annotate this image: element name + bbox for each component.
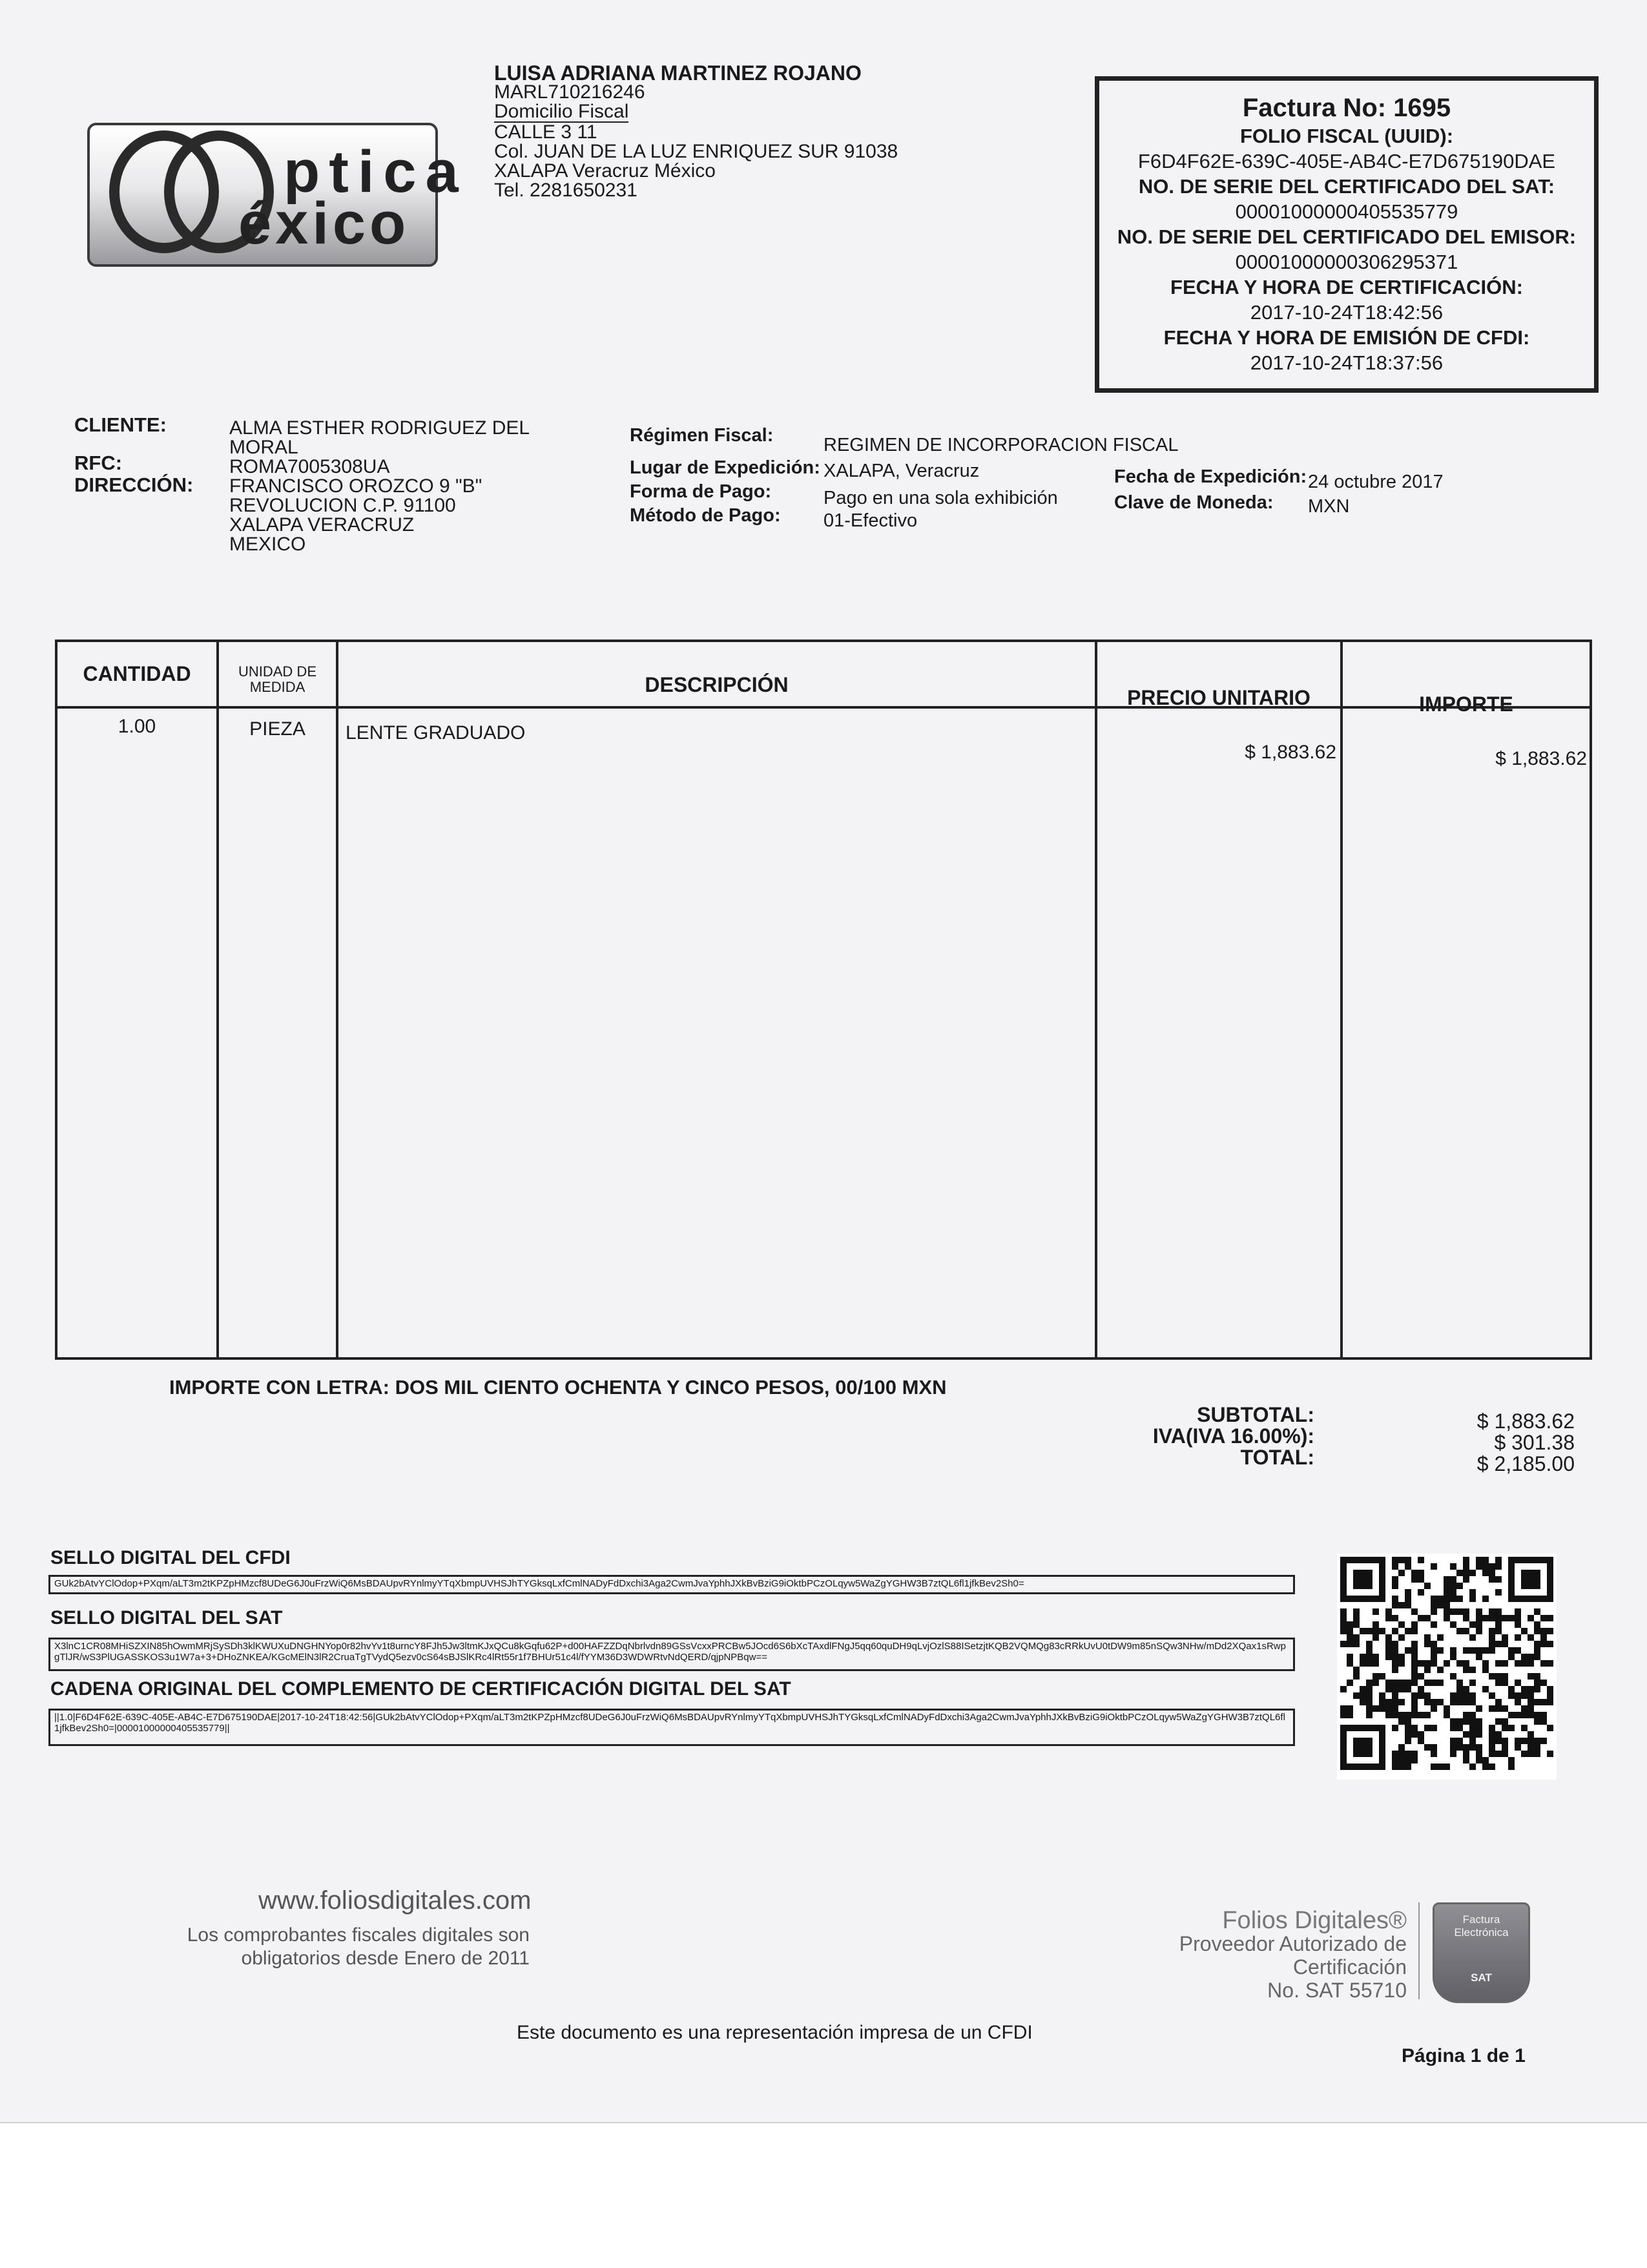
subtotal-value: $ 1,883.62: [1476, 1410, 1575, 1433]
table-column-divider: [216, 640, 219, 1360]
subtotal-label: SUBTOTAL:: [1197, 1403, 1314, 1426]
sat-cert-label: NO. DE SERIE DEL CERTIFICADO DEL SAT:: [1138, 175, 1555, 198]
forma-value: Pago en una sola exhibición: [824, 488, 1058, 508]
emisor-cert-label: NO. DE SERIE DEL CERTIFICADO DEL EMISOR:: [1117, 225, 1577, 248]
logo-text-line2: éxico: [238, 191, 410, 256]
client-address-line4: MEXICO: [229, 534, 306, 555]
fecha-value: 24 octubre 2017: [1308, 472, 1444, 492]
footer-divider: [1418, 1902, 1420, 1999]
client-name-line1: ALMA ESTHER RODRIGUEZ DEL: [229, 417, 530, 439]
moneda-label: Clave de Moneda:: [1114, 492, 1274, 513]
sello-sat-label: SELLO DIGITAL DEL SAT: [50, 1607, 283, 1628]
issuer-city: XALAPA Veracruz México: [494, 160, 716, 182]
regimen-value: REGIMEN DE INCORPORACION FISCAL: [824, 435, 1179, 455]
emision-label: FECHA Y HORA DE EMISIÓN DE CFDI:: [1163, 326, 1530, 349]
total-value: $ 2,185.00: [1476, 1452, 1575, 1475]
issuer-rfc: MARL710216246: [494, 81, 645, 103]
metodo-label: Método de Pago:: [630, 505, 781, 526]
row-importe: $ 1,883.62: [1495, 748, 1587, 769]
pac-no-sat: No. SAT 55710: [1267, 1979, 1407, 2002]
client-name-line2: MORAL: [229, 437, 298, 458]
cadena-label: CADENA ORIGINAL DEL COMPLEMENTO DE CERTIFICACIÓN DIGITAL DEL SAT: [50, 1678, 791, 1700]
direccion-label: DIRECCIÓN:: [74, 473, 194, 496]
lugar-value: XALAPA, Veracruz: [824, 461, 980, 481]
fecha-label: Fecha de Expedición:: [1114, 466, 1307, 487]
pac-proveedor: Proveedor Autorizado de Certificación: [1179, 1932, 1407, 1979]
sello-cfdi-label: SELLO DIGITAL DEL CFDI: [50, 1547, 291, 1568]
footer-legal-line1: Los comprobantes fiscales digitales son: [187, 1924, 530, 1946]
invoice-number: Factura No: 1695: [1242, 94, 1451, 122]
header-unidad: [219, 664, 336, 695]
row-cantidad: 1.00: [118, 716, 156, 737]
qr-code: [1337, 1554, 1557, 1780]
cliente-label: CLIENTE:: [74, 413, 167, 436]
page-number: Página 1 de 1: [1402, 2045, 1526, 2066]
forma-label: Forma de Pago:: [630, 481, 772, 502]
sello-cfdi-box: GUk2bAtvYClOdop+PXqm/aLT3m2tKPZpHMzcf8UDeG6J0uFrzWiQ6MsBDAUpvRYnlmyYTqXbmpUVHSJhTYGksqLxfCmlNADyFdDxchi3Aga2CwmJvaYphhJXkBvBziG9iOktbPCzOLqyw5WaZgYGHW3B7ztQL6fl1jfkBev2Sh0=: [48, 1575, 1295, 1594]
importe-letra-label: IMPORTE CON LETRA:: [169, 1376, 389, 1399]
pac-brand: Folios Digitales®: [1222, 1907, 1407, 1934]
issuer-street: CALLE 3 11: [494, 121, 597, 143]
header-unidad-line1: UNIDAD DE: [238, 663, 316, 680]
header-importe: IMPORTE: [1419, 692, 1513, 716]
emisor-cert-value: 00001000000306295371: [1235, 251, 1458, 273]
footer-legal-line2: obligatorios desde Enero de 2011: [241, 1948, 530, 1969]
cadena-box: ||1.0|F6D4F62E-639C-405E-AB4C-E7D675190DAE|2017-10-24T18:42:56|GUk2bAtvYClOdop+PXqm/aLT3m2tKPZpHMzcf8UDeG6J0uFrzWiQ6MsBDAUpvRYnlmyYTqXbmpUVHSJhTYGksqLxfCmlNADyFdDxchi3Aga2CwmJvaYphhJXkBvBziG9iOktbPCzOLqyw5WaZgYGHW3B7ztQL6fl1jfkBev2Sh0=|00001000000405535779||: [48, 1709, 1295, 1746]
moneda-value: MXN: [1308, 496, 1350, 517]
row-unidad: PIEZA: [249, 718, 306, 740]
rfc-label: RFC:: [74, 452, 123, 474]
sat-cert-value: 00001000000405535779: [1235, 200, 1458, 223]
importe-letra-value: DOS MIL CIENTO OCHENTA Y CINCO PESOS, 00/100 MXN: [395, 1376, 947, 1399]
cert-date-value: 2017-10-24T18:42:56: [1250, 301, 1444, 324]
row-descripcion: LENTE GRADUADO: [346, 722, 526, 744]
regimen-label: Régimen Fiscal:: [630, 425, 774, 446]
header-unidad-line2: MEDIDA: [249, 679, 306, 695]
emision-value: 2017-10-24T18:37:56: [1250, 351, 1444, 374]
footer-legal: [168, 1924, 530, 1970]
client-address-line3: XALAPA VERACRUZ: [229, 514, 415, 536]
fiscal-info-box: [1095, 76, 1599, 393]
table-column-divider: [336, 640, 338, 1360]
logo-text-line1: ptica: [284, 139, 468, 205]
iva-value: $ 301.38: [1494, 1431, 1575, 1454]
issuer-block: [494, 63, 898, 200]
issuer-domicilio-label: Domicilio Fiscal: [494, 101, 629, 122]
qr-code-graphic: [1337, 1554, 1557, 1780]
issuer-name: LUISA ADRIANA MARTINEZ ROJANO: [494, 61, 862, 85]
pac-info: [1098, 1909, 1407, 2002]
header-precio: PRECIO UNITARIO: [1127, 686, 1310, 709]
client-info: [229, 419, 530, 554]
header-descripcion: DESCRIPCIÓN: [645, 673, 789, 696]
cert-date-label: FECHA Y HORA DE CERTIFICACIÓN:: [1170, 276, 1523, 298]
company-logo: [87, 123, 468, 267]
lugar-label: Lugar de Expedición:: [630, 457, 820, 478]
iva-label: IVA(IVA 16.00%):: [1152, 1424, 1314, 1448]
footer-site: www.foliosdigitales.com: [258, 1886, 532, 1915]
total-label: TOTAL:: [1240, 1446, 1314, 1469]
importe-letra: [169, 1376, 946, 1399]
issuer-tel: Tel. 2281650231: [494, 180, 637, 201]
badge-line1: Factura: [1462, 1913, 1500, 1926]
uuid-value: F6D4F62E-639C-405E-AB4C-E7D675190DAE: [1137, 150, 1556, 172]
header-cantidad: CANTIDAD: [83, 662, 191, 685]
client-rfc: ROMA7005308UA: [229, 456, 390, 477]
factura-electronica-badge: [1433, 1902, 1530, 2003]
uuid-label: FOLIO FISCAL (UUID):: [1239, 125, 1454, 147]
representacion-impresa: Este documento es una representación impresa de un CFDI: [517, 2022, 1033, 2043]
client-address-line1: FRANCISCO OROZCO 9 "B": [229, 475, 482, 497]
issuer-colonia: Col. JUAN DE LA LUZ ENRIQUEZ SUR 91038: [494, 141, 898, 162]
row-precio: $ 1,883.62: [1245, 742, 1336, 763]
client-address-line2: REVOLUCION C.P. 91100: [229, 495, 456, 516]
badge-line2: Electrónica: [1454, 1926, 1509, 1939]
badge-sat: SAT: [1471, 1971, 1492, 1984]
metodo-value: 01-Efectivo: [824, 510, 918, 531]
sello-sat-box: X3lnC1CR08MHiSZXIN85hOwmMRjSySDh3klKWUXuDNGHNYop0r82hvYv1t8urncY8FJh5Jw3ltmKJxQCu8kGqfu62P+d00HAFZZDqNbrlvdn89GSsVcxxPRCBw5JOcd6S6bXcTAxdlFNgJ5qq60quDH9qLvjOzlS88ISetzjtKQB2VQMQg83cRRkUvU0tDW9m85nSQw3NHw/mDd2XQax1sRwpgTlJR/wS3PlUGASSKOS3u1W7a+3+DHoZNKEA/KGcMElN3lR2CruaTgTVydQ5ezv0cS64sBJSlKRc4lRt55r1f7BHUr51c4l/fYYM36D3WDWRtvNdQERD/qjpNPBqw==: [48, 1638, 1295, 1671]
scanner-background: [0, 2122, 1647, 2268]
